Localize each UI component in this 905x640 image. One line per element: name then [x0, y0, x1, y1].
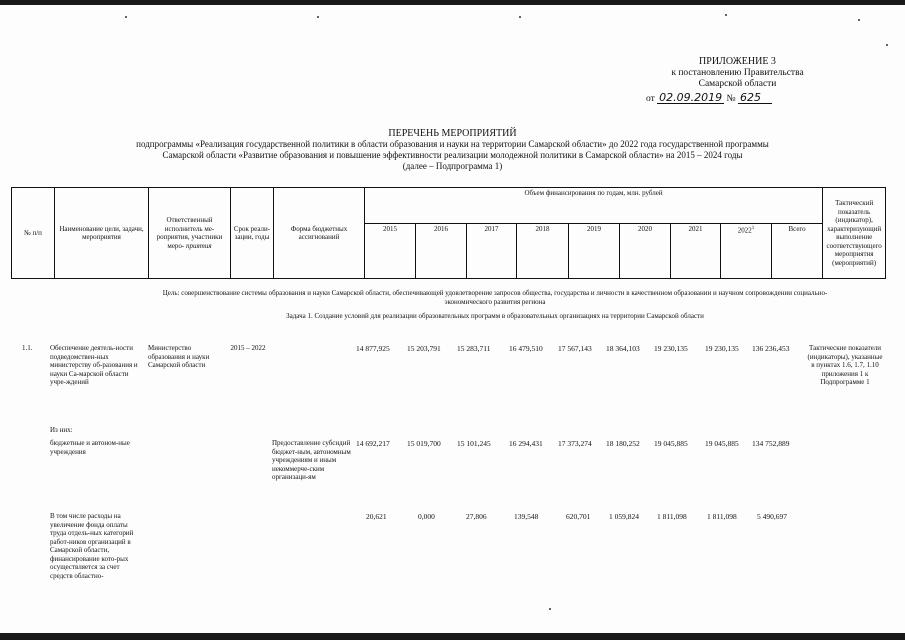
- appendix-title: ПРИЛОЖЕНИЕ 3: [699, 56, 776, 67]
- scan-speck: [549, 608, 551, 610]
- date-prefix: от: [646, 93, 655, 104]
- header-col-name: Наименование цели, задачи, мероприятия: [55, 188, 149, 279]
- header-year-label: 2022: [737, 226, 752, 235]
- document-heading: [60, 128, 845, 172]
- value-total: 136 236,453: [752, 344, 790, 353]
- row-name: бюджетные и автоном-ные учреждения: [50, 439, 130, 456]
- scan-top-edge: [0, 0, 905, 5]
- header-total: Всего: [772, 224, 823, 279]
- header-col-term: Срок реали-зации, годы: [231, 188, 274, 279]
- scan-speck: [317, 16, 319, 18]
- header-year: 2021: [671, 224, 721, 279]
- header-col-indicator: Тактический показатель (индикатор), характеризующий выполнение соответствующего мероприятия (мероприятий): [823, 188, 886, 279]
- measures-table-header: [11, 187, 886, 279]
- value-2015: 14 692,217: [356, 439, 390, 448]
- value-total: 134 752,889: [752, 439, 790, 448]
- value-2017: 15 101,245: [457, 439, 491, 448]
- heading-line: Самарской области «Развитие образования и повышение эффективности реализации молодежной политики в Самарской области» на 2015 – 2024 годы: [162, 150, 743, 160]
- value-2016: 0,000: [418, 512, 435, 521]
- header-col-num: № п/п: [12, 188, 55, 279]
- value-2018: 139,548: [514, 512, 539, 521]
- value-2016: 15 019,700: [407, 439, 441, 448]
- value-2020: 18 364,103: [606, 344, 640, 353]
- value-2019: 620,701: [566, 512, 591, 521]
- value-total: 5 490,697: [757, 512, 787, 521]
- appendix-block: [640, 56, 835, 105]
- scan-bottom-edge: [0, 633, 905, 640]
- value-2021: 19 230,135: [654, 344, 688, 353]
- header-year: 2020: [620, 224, 671, 279]
- header-col-responsible: [149, 188, 231, 279]
- value-2022: 19 230,135: [705, 344, 739, 353]
- row-name: Обеспечение деятель-ности подведомствен-ных министерству об-разования и науки Са-марской области учре-ждений: [50, 344, 138, 386]
- appendix-line: к постановлению Правительства: [671, 67, 804, 78]
- handwritten-date: 02.09.2019: [659, 90, 723, 104]
- value-2015: 20,621: [366, 512, 387, 521]
- value-2021: 19 045,885: [654, 439, 688, 448]
- appendix-line: Самарской области: [698, 79, 777, 89]
- value-2019: 17 567,143: [558, 344, 592, 353]
- value-2017: 27,806: [466, 512, 487, 521]
- value-2019: 17 373,274: [558, 439, 592, 448]
- value-2022: 1 811,098: [707, 512, 737, 521]
- handwritten-number: 625: [738, 92, 772, 104]
- heading-title: ПЕРЕЧЕНЬ МЕРОПРИЯТИЙ: [388, 128, 517, 139]
- scan-speck: [519, 16, 521, 18]
- goal-text: Цель: совершенствование системы образования и науки Самарской области, обеспечивающей удовлетворение запросов общества, государства и личности в качественном образовании и научном сопровождении социально-экономического развития региона: [162, 289, 828, 306]
- header-year: 2019: [569, 224, 620, 279]
- scan-speck: [125, 16, 127, 18]
- value-2018: 16 479,510: [509, 344, 543, 353]
- row-name: В том числе расходы на увеличение фонда оплаты труда отдель-ных категорий работ-ников организаций в Самарской области, финансирование кото-рых осуществляется за счет средств областно-: [50, 512, 134, 580]
- value-2015: 14 877,925: [356, 344, 390, 353]
- row-responsible: Министерство образования и науки Самарской области: [148, 344, 210, 369]
- value-2018: 16 294,431: [509, 439, 543, 448]
- value-2021: 1 811,098: [657, 512, 687, 521]
- scan-speck: [886, 44, 888, 46]
- row-number: 1.1.: [22, 344, 33, 352]
- header-year: 2018: [517, 224, 569, 279]
- row-term: 2015 – 2022: [230, 344, 266, 352]
- appendix-date-line: [640, 92, 835, 106]
- header-year-2022: [721, 224, 772, 279]
- row-values: [0, 344, 905, 354]
- footnote-mark: 1: [751, 226, 755, 231]
- of-which-label: Из них:: [50, 426, 73, 434]
- row-indicator: Тактические показатели (индикаторы), указанные в пунктах 1.6, 1.7, 1.10 приложения 1 к Подпрограмме 1: [807, 344, 883, 386]
- row-form: Предоставление субсидий бюджет-ным, автономным учреждениям и иным некоммерче-ским организаци-ям: [272, 439, 351, 481]
- scan-speck: [858, 19, 860, 21]
- value-2020: 18 180,252: [606, 439, 640, 448]
- value-2022: 19 045,885: [705, 439, 739, 448]
- header-col-responsible-italic: приятия: [186, 241, 212, 250]
- header-year: 2016: [416, 224, 467, 279]
- heading-line: (далее – Подпрограмма 1): [402, 161, 503, 171]
- row-values: [0, 512, 905, 522]
- value-2020: 1 059,824: [609, 512, 639, 521]
- scan-speck: [725, 14, 727, 16]
- header-col-form: Форма бюджетных ассигнований: [274, 188, 365, 279]
- header-col-responsible-text: Ответственный исполнитель ме-роприятия, участники меро-: [156, 216, 223, 250]
- number-prefix: №: [726, 93, 736, 104]
- value-2017: 15 283,711: [457, 344, 491, 353]
- value-2016: 15 203,791: [407, 344, 441, 353]
- heading-line: подпрограммы «Реализация государственной политики в области образования и науки на территории Самарской области» до 2022 года государственной программы: [136, 139, 769, 149]
- header-col-funding: Объем финансирования по годам, млн. рублей: [365, 188, 823, 224]
- task-text: Задача 1. Создание условий для реализации образовательных программ в образовательных организациях на территории Самарской области: [286, 312, 704, 320]
- header-year: 2015: [365, 224, 416, 279]
- header-year: 2017: [467, 224, 517, 279]
- row-values: [0, 439, 905, 449]
